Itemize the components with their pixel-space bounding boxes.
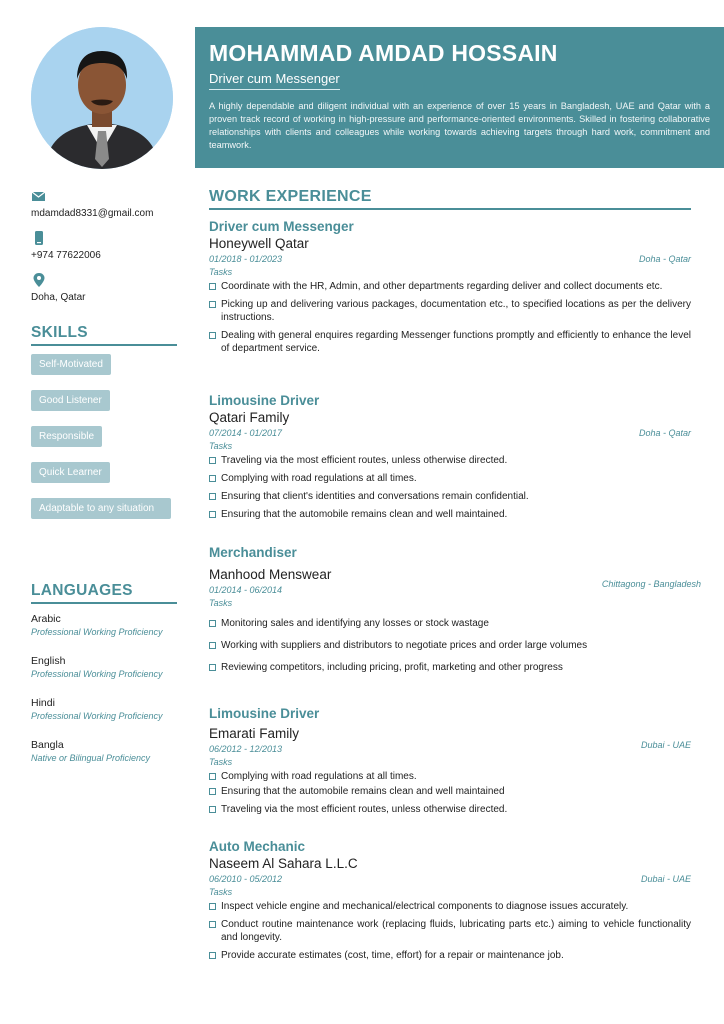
contact-phone [31,230,177,272]
task-item: Conduct routine maintenance work (replacing fluids, lubricating parts etc.) aiming to vehicle functionality and longevity. [209,918,691,944]
job-meta [209,742,691,756]
task-item: Coordinate with the HR, Admin, and other departments regarding deliver and collect documents etc. [209,280,691,293]
job-location: Chittagong - Bangladesh [601,579,701,589]
location-pin-icon [31,272,47,288]
work-experience-section [209,188,701,961]
person-portrait-icon [31,27,173,169]
job-title: Merchandiser [209,545,297,560]
job-meta [209,872,691,886]
job-entry [209,218,691,360]
job-company: Qatari Family [209,410,290,425]
job-meta [209,579,701,597]
task-list [209,280,691,355]
job-entry [209,392,691,526]
task-item: Inspect vehicle engine and mechanical/electrical components to diagnose issues accurately. [209,900,691,913]
tasks-label: Tasks [209,267,233,277]
task-list [209,900,691,962]
contact-email [31,188,177,230]
phone-icon [31,230,47,246]
task-list [209,454,691,521]
task-item: Complying with road regulations at all times. [209,472,691,485]
job-dates: 01/2014 - 06/2014 [209,585,283,595]
language-level: Professional Working Proficiency [31,711,163,721]
language-name: English [31,655,66,667]
languages-heading: LANGUAGES [31,582,177,604]
job-meta [209,252,691,266]
language-level: Native or Bilingual Proficiency [31,753,151,763]
skill-tag: Adaptable to any situation [31,498,171,519]
header-banner [195,27,724,168]
task-item: Monitoring sales and identifying any losses or stock wastage [209,617,691,630]
skill-tag: Good Listener [31,390,110,411]
full-name: MOHAMMAD AMDAD HOSSAIN [209,40,558,66]
envelope-icon [31,188,47,204]
language-name: Bangla [31,739,64,751]
job-title: Auto Mechanic [209,839,306,854]
language-item [31,696,163,722]
task-item: Picking up and delivering various packages, documentation etc., to specified locations as per the delivery instructions. [209,298,691,324]
job-company: Manhood Menswear [209,567,332,582]
languages-section [31,582,177,763]
job-role: Driver cum Messenger [209,71,340,90]
location-text: Doha, Qatar [31,292,86,303]
contact-location [31,272,177,314]
job-title: Limousine Driver [209,706,320,721]
job-dates: 06/2012 - 12/2013 [209,744,283,754]
job-company: Emarati Family [209,726,300,741]
tasks-label: Tasks [209,598,233,608]
job-entry [209,544,701,683]
task-list [209,617,691,674]
task-item: Working with suppliers and distributors to negotiate prices and order large volumes [209,639,691,652]
job-location: Doha - Qatar [638,254,691,264]
skills-section [31,324,177,514]
language-item [31,612,163,638]
job-location: Dubai - UAE [640,740,691,750]
language-item [31,654,163,680]
task-item: Traveling via the most efficient routes, unless otherwise directed. [209,803,691,816]
task-item: Traveling via the most efficient routes, unless otherwise directed. [209,454,691,467]
task-item: Ensuring that client's identities and conversations remain confidential. [209,490,691,503]
profile-photo [31,27,173,169]
language-item [31,738,150,764]
skill-tag: Responsible [31,426,102,447]
job-dates: 06/2010 - 05/2012 [209,874,283,884]
skill-tag: Quick Learner [31,462,110,483]
job-dates: 01/2018 - 01/2023 [209,254,283,264]
task-list [209,770,691,816]
job-location: Dubai - UAE [640,874,691,884]
job-title: Driver cum Messenger [209,219,354,234]
language-level: Professional Working Proficiency [31,627,163,637]
profile-summary: A highly dependable and diligent individual with an experience of over 15 years in Bangladesh, UAE and Qatar with a proven track record of working in high-pressure and performance-oriented environments. Skilled in fostering collaborative relationships with clients and colleagues while working towards achieving targets through hard work, commitment and teamwork. [209,101,710,150]
job-location: Doha - Qatar [638,428,691,438]
tasks-label: Tasks [209,757,233,767]
job-entry [209,838,691,967]
skill-tag: Self-Motivated [31,354,111,375]
job-entry [209,705,691,821]
job-company: Naseem Al Sahara L.L.C [209,856,358,871]
job-meta [209,426,691,440]
sidebar [31,188,177,763]
tasks-label: Tasks [209,887,233,897]
language-name: Arabic [31,613,61,625]
task-item: Reviewing competitors, including pricing, profit, marketing and other progress [209,661,691,674]
task-item: Ensuring that the automobile remains clean and well maintained [209,785,691,798]
job-title: Limousine Driver [209,393,320,408]
tasks-label: Tasks [209,441,233,451]
language-name: Hindi [31,697,55,709]
task-item: Complying with road regulations at all times. [209,770,691,783]
skills-heading: SKILLS [31,324,177,346]
task-item: Provide accurate estimates (cost, time, effort) for a repair or maintenance job. [209,949,691,962]
job-company: Honeywell Qatar [209,236,309,251]
work-heading: WORK EXPERIENCE [209,188,691,210]
task-item: Ensuring that the automobile remains clean and well maintained. [209,508,691,521]
phone-text: +974 77622006 [31,250,101,261]
task-item: Dealing with general enquires regarding Messenger functions promptly and efficiently to enhance the level of department service. [209,329,691,355]
language-level: Professional Working Proficiency [31,669,163,679]
email-text: mdamdad8331@gmail.com [31,208,154,219]
job-dates: 07/2014 - 01/2017 [209,428,283,438]
